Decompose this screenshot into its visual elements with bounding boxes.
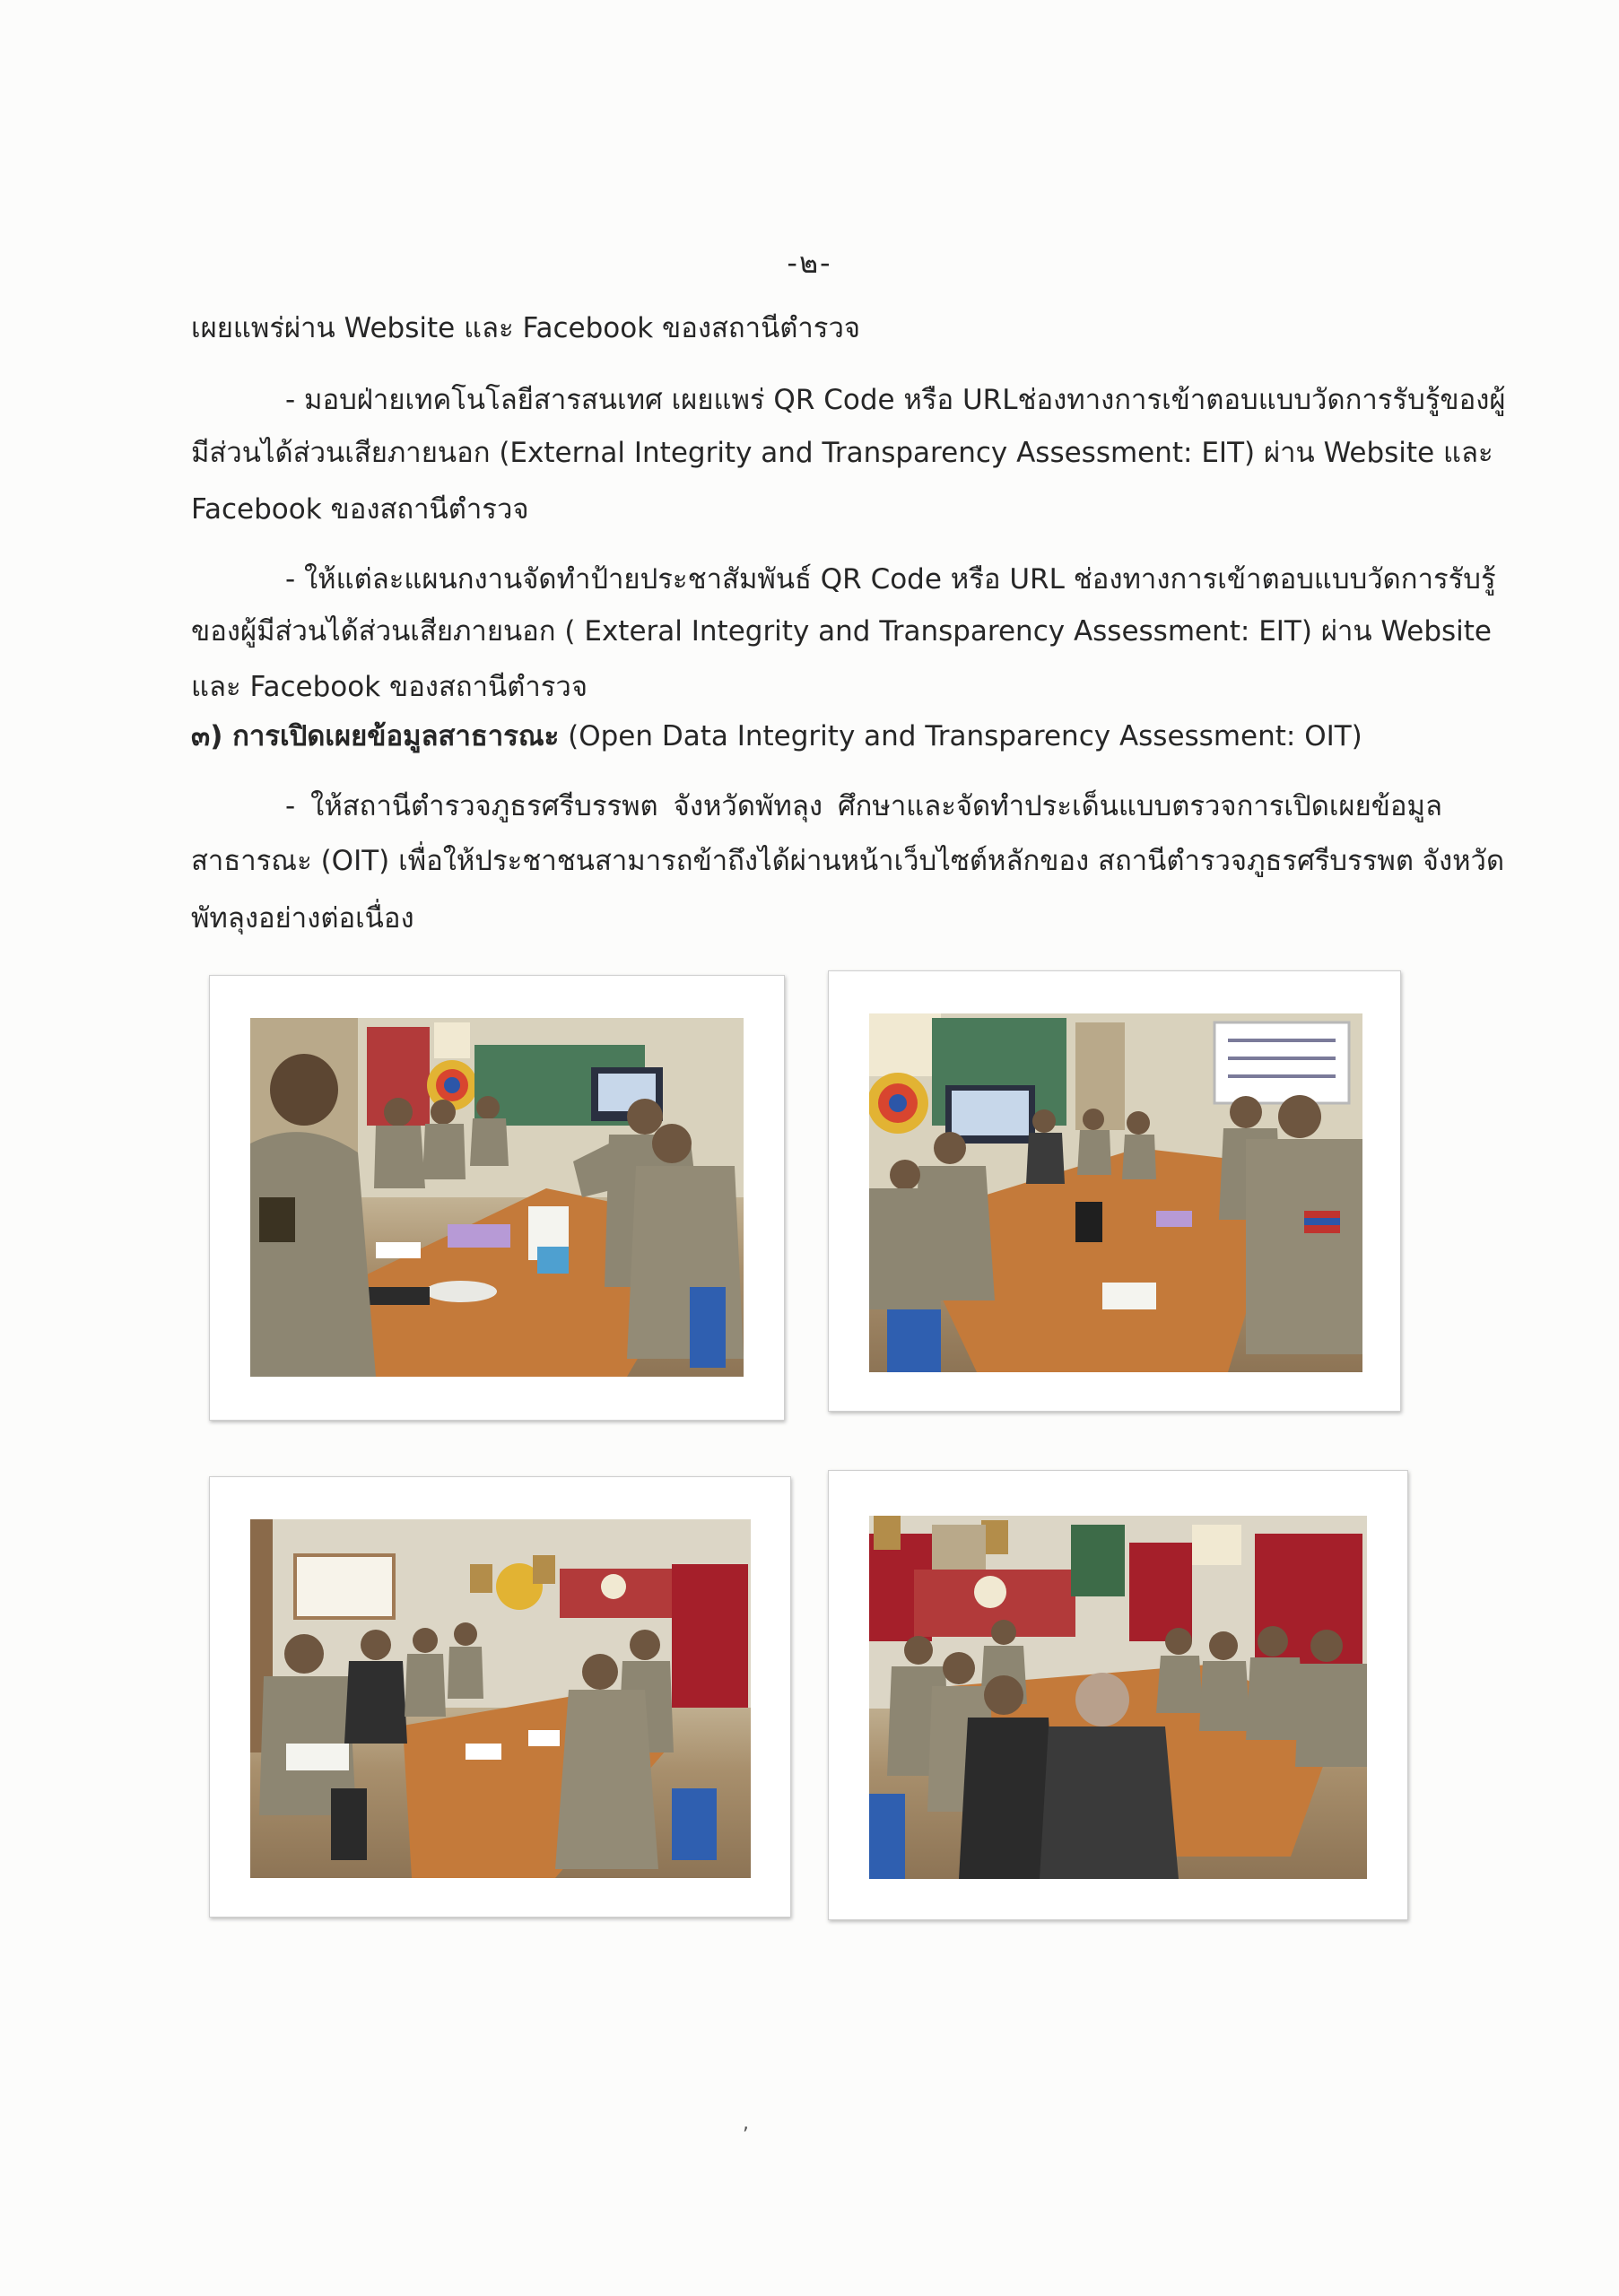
paragraph-line: และ Facebook ของสถานีตำรวจ (191, 671, 588, 703)
meeting-photo-2 (869, 1013, 1362, 1372)
paragraph-line: - ให้แต่ละแผนกงานจัดทำป้ายประชาสัมพันธ์ QR Code หรือ URL ช่องทางการเข้าตอบแบบวัดการรับรู้ (285, 563, 1496, 596)
meeting-photo-1 (250, 1018, 744, 1377)
scan-mark: , (743, 2112, 749, 2135)
section-heading-subtitle: (Open Data Integrity and Transparency Assessment: OIT) (559, 720, 1362, 752)
paragraph-line: สาธารณะ (OIT) เพื่อให้ประชาชนสามารถข้าถึงได้ผ่านหน้าเว็บไซต์หลักของ สถานีตำรวจภูธรศรีบรรพต จังหวัด (191, 845, 1505, 877)
photo-frame-3 (209, 1476, 791, 1918)
meeting-photo-3 (250, 1519, 751, 1878)
section-heading-title: ๓) การเปิดเผยข้อมูลสาธารณะ (191, 720, 560, 752)
meeting-photo-4 (869, 1516, 1367, 1879)
paragraph-line: พัทลุงอย่างต่อเนื่อง (191, 902, 414, 935)
paragraph-line: - ให้สถานีตำรวจภูธรศรีบรรพต จังหวัดพัทลุง ศึกษาและจัดทำประเด็นแบบตรวจการเปิดเผยข้อมูล (285, 790, 1442, 822)
paragraph-line: - มอบฝ่ายเทคโนโลยีสารสนเทศ เผยแพร่ QR Code หรือ URLช่องทางการเข้าตอบแบบวัดการรับรู้ของผู้ (285, 384, 1506, 416)
paragraph-line: Facebook ของสถานีตำรวจ (191, 493, 529, 526)
photo-frame-1 (209, 975, 785, 1421)
photo-frame-4 (828, 1470, 1408, 1920)
paragraph-line: เผยแพร่ผ่าน Website และ Facebook ของสถานีตำรวจ (191, 312, 861, 344)
page-number: -๒- (787, 246, 832, 280)
section-heading (191, 718, 1442, 755)
paragraph-line: ของผู้มีส่วนได้ส่วนเสียภายนอก ( Exteral Integrity and Transparency Assessment: EIT) ผ่าน Website (191, 615, 1493, 648)
paragraph-line: มีส่วนได้ส่วนเสียภายนอก (External Integrity and Transparency Assessment: EIT) ผ่าน Website และ (191, 437, 1493, 469)
photo-frame-2 (828, 970, 1401, 1412)
